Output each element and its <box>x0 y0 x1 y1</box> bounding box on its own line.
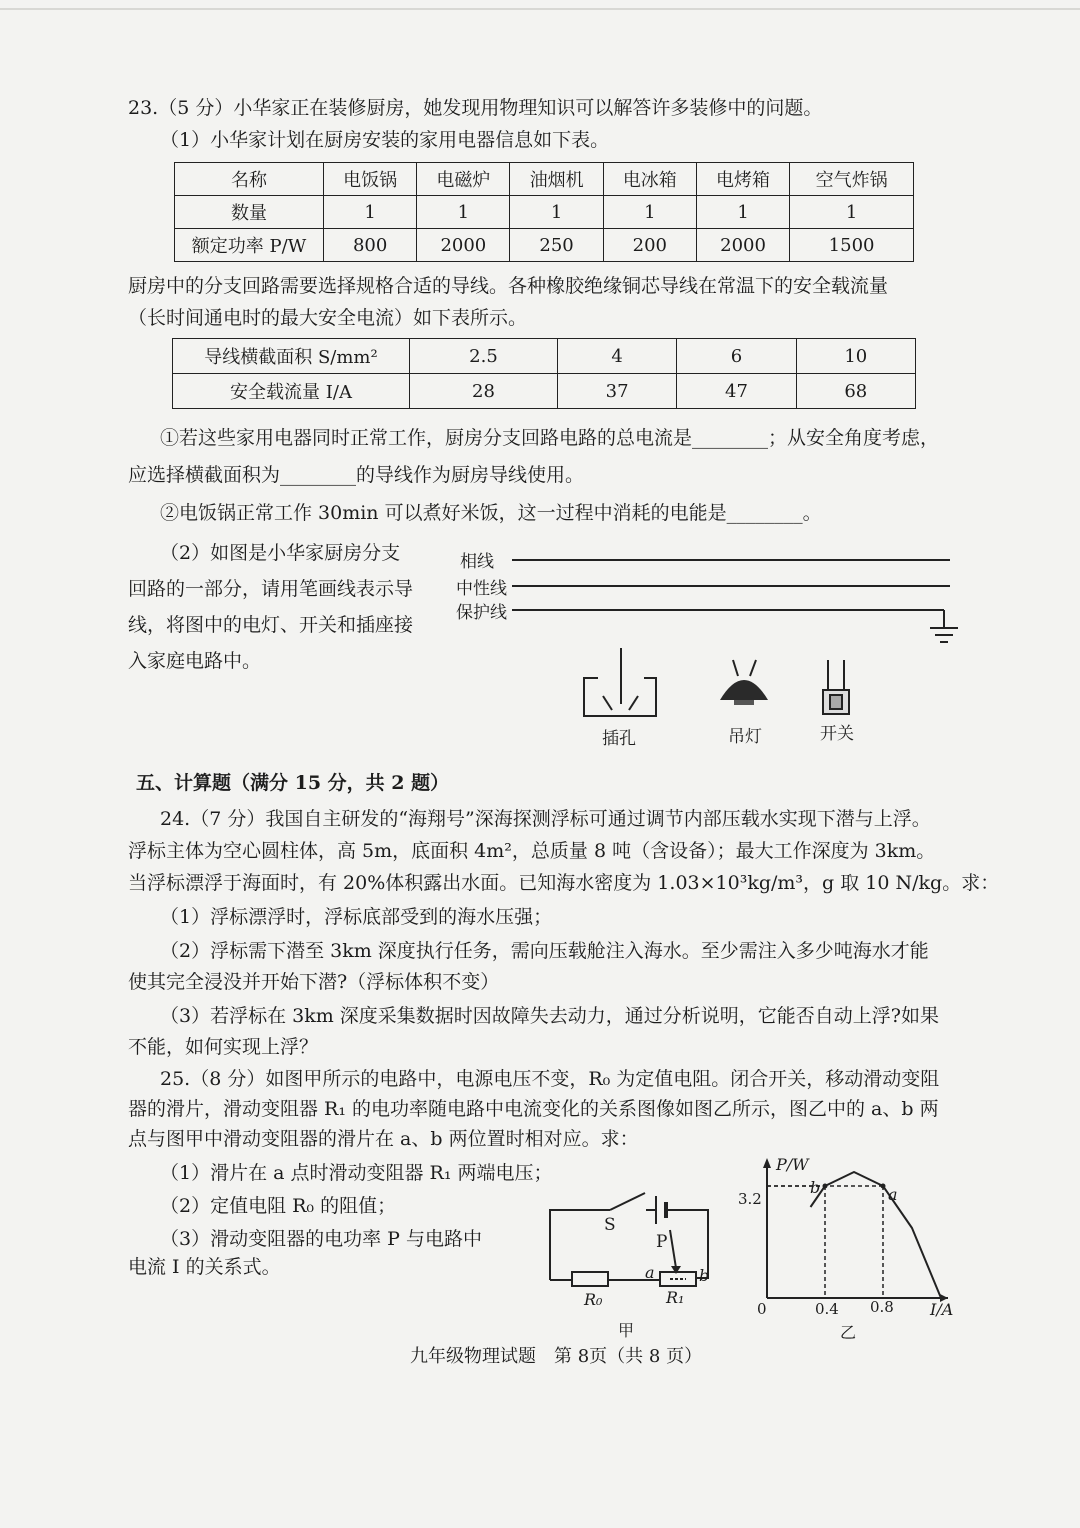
table-cell: 电饭锅 <box>324 163 417 196</box>
table-cell: 200 <box>603 229 696 262</box>
point-a-label: a <box>645 1263 655 1282</box>
switch-s-label: S <box>604 1215 616 1235</box>
part2-line: （2）如图是小华家厨房分支 <box>160 542 401 564</box>
table-cell: 6 <box>677 339 796 374</box>
r1-label: R₁ <box>666 1288 685 1307</box>
q25-line: 点与图甲中滑动变阻器的滑片在 a、b 两位置时相对应。求： <box>128 1128 639 1150</box>
table-cell: 250 <box>510 229 603 262</box>
q24-line: 浮标主体为空心圆柱体，高 5m，底面积 4m²，总质量 8 吨（含设备）；最大工作深度为 3km。 <box>128 840 936 862</box>
table-cell: 电烤箱 <box>696 163 789 196</box>
q23-intro: 23.（5 分）小华家正在装修厨房，她发现用物理知识可以解答许多装修中的问题。 <box>128 97 823 119</box>
switch-label: 开关 <box>820 724 854 744</box>
table-cell: 空气炸锅 <box>790 163 914 196</box>
live-wire-label: 相线 <box>460 552 494 572</box>
y-axis-arrow <box>763 1158 771 1168</box>
table-cell: 1 <box>696 196 789 229</box>
q25-q1: （1）滑片在 a 点时滑动变阻器 R₁ 两端电压； <box>160 1162 553 1184</box>
table-cell: 10 <box>796 339 915 374</box>
q25-line: 25.（8 分）如图甲所示的电路中，电源电压不变，R₀ 为定值电阻。闭合开关，移动滑动变阻 <box>160 1068 940 1090</box>
circuit-caption: 甲 <box>618 1321 635 1340</box>
table-cell: 1500 <box>790 229 914 262</box>
graph-caption: 乙 <box>840 1323 857 1342</box>
table-cell: 额定功率 P/W <box>175 229 324 262</box>
table-cell: 油烟机 <box>510 163 603 196</box>
data-point-a <box>881 1184 886 1189</box>
r0-label: R₀ <box>584 1290 603 1309</box>
slider-p-label: P <box>656 1232 668 1252</box>
table-cell: 名称 <box>175 163 324 196</box>
x-tick-label: 0.4 <box>815 1300 839 1318</box>
table-cell: 电磁炉 <box>417 163 510 196</box>
table-cell: 1 <box>790 196 914 229</box>
q24-q1: （1）浮标漂浮时，浮标底部受到的海水压强； <box>160 906 553 928</box>
part2-line: 回路的一部分，请用笔画线表示导 <box>128 578 414 600</box>
table-cell: 电冰箱 <box>603 163 696 196</box>
power-curve <box>811 1172 942 1298</box>
q23-sub2: ②电饭锅正常工作 30min 可以煮好米饭，这一过程中消耗的电能是________。 <box>160 502 822 524</box>
wire-text-2: （长时间通电时的最大安全电流）如下表所示。 <box>128 307 528 329</box>
q25-q2: （2）定值电阻 R₀ 的阻值； <box>160 1195 397 1217</box>
x-axis-label: I/A <box>930 1300 954 1319</box>
q23-sub1-line1: ①若这些家用电器同时正常工作，厨房分支回路电路的总电流是________；从安全角度考虑， <box>160 427 940 449</box>
table-cell: 数量 <box>175 196 324 229</box>
table-cell: 28 <box>410 374 558 409</box>
origin-label: 0 <box>757 1300 767 1318</box>
q23-part1-intro: （1）小华家计划在厨房安装的家用电器信息如下表。 <box>160 129 610 151</box>
lamp-label: 吊灯 <box>728 727 762 747</box>
table-cell: 1 <box>603 196 696 229</box>
q24-q2-line1: （2）浮标需下潜至 3km 深度执行任务，需向压载舱注入海水。至少需注入多少吨海水才能 <box>160 940 929 962</box>
table-cell: 导线横截面积 S/mm² <box>173 339 410 374</box>
q23-sub1-line2: 应选择横截面积为________的导线作为厨房导线使用。 <box>128 464 585 486</box>
table-cell: 37 <box>557 374 676 409</box>
table-cell: 1 <box>324 196 417 229</box>
q25-q3-line1: （3）滑动变阻器的电功率 P 与电路中 <box>160 1228 482 1250</box>
earth-wire-label: 保护线 <box>456 603 507 623</box>
table-cell: 4 <box>557 339 676 374</box>
table-cell: 安全载流量 I/A <box>173 374 410 409</box>
q25-q3-line2: 电流 I 的关系式。 <box>128 1256 281 1278</box>
graph-point-b-label: b <box>810 1178 821 1197</box>
y-axis-label: P/W <box>776 1155 809 1174</box>
table-cell: 800 <box>324 229 417 262</box>
part2-line: 入家庭电路中。 <box>128 650 262 672</box>
table-cell: 1 <box>417 196 510 229</box>
graph-point-a-label: a <box>888 1185 898 1204</box>
page-footer: 九年级物理试题 第 8页（共 8 页） <box>410 1346 703 1367</box>
q25-line: 器的滑片，滑动变阻器 R₁ 的电功率随电路中电流变化的关系图像如图乙所示，图乙中的 a、b 两 <box>128 1098 939 1120</box>
q24-q2-line2: 使其完全浸没并开始下潜?（浮标体积不变） <box>128 971 500 993</box>
x-tick-label: 0.8 <box>870 1298 894 1316</box>
table-cell: 1 <box>510 196 603 229</box>
q24-q3-line2: 不能，如何实现上浮？ <box>128 1036 319 1058</box>
table-cell: 68 <box>796 374 915 409</box>
part2-line: 线，将图中的电灯、开关和插座接 <box>128 614 414 636</box>
y-tick-label: 3.2 <box>738 1190 762 1208</box>
q24-line: 24.（7 分）我国自主研发的“海翔号”深海探测浮标可通过调节内部压载水实现下潜与上浮。 <box>160 808 931 830</box>
socket-label: 插孔 <box>602 729 636 749</box>
point-b-label: b <box>699 1266 710 1285</box>
section-title: 五、计算题（满分 15 分，共 2 题） <box>136 772 450 794</box>
q24-q3-line1: （3）若浮标在 3km 深度采集数据时因故障失去动力，通过分析说明，它能否自动上浮?如果 <box>160 1005 939 1027</box>
table-cell: 2000 <box>696 229 789 262</box>
table-cell: 47 <box>677 374 796 409</box>
neutral-wire-label: 中性线 <box>456 579 507 599</box>
table-cell: 2000 <box>417 229 510 262</box>
table-cell: 2.5 <box>410 339 558 374</box>
wire-text-1: 厨房中的分支回路需要选择规格合适的导线。各种橡胶绝缘铜芯导线在常温下的安全载流量 <box>128 275 889 297</box>
q24-line: 当浮标漂浮于海面时，有 20%体积露出水面。已知海水密度为 1.03×10³kg/m³，g 取 10 N/kg。求： <box>128 872 1000 894</box>
